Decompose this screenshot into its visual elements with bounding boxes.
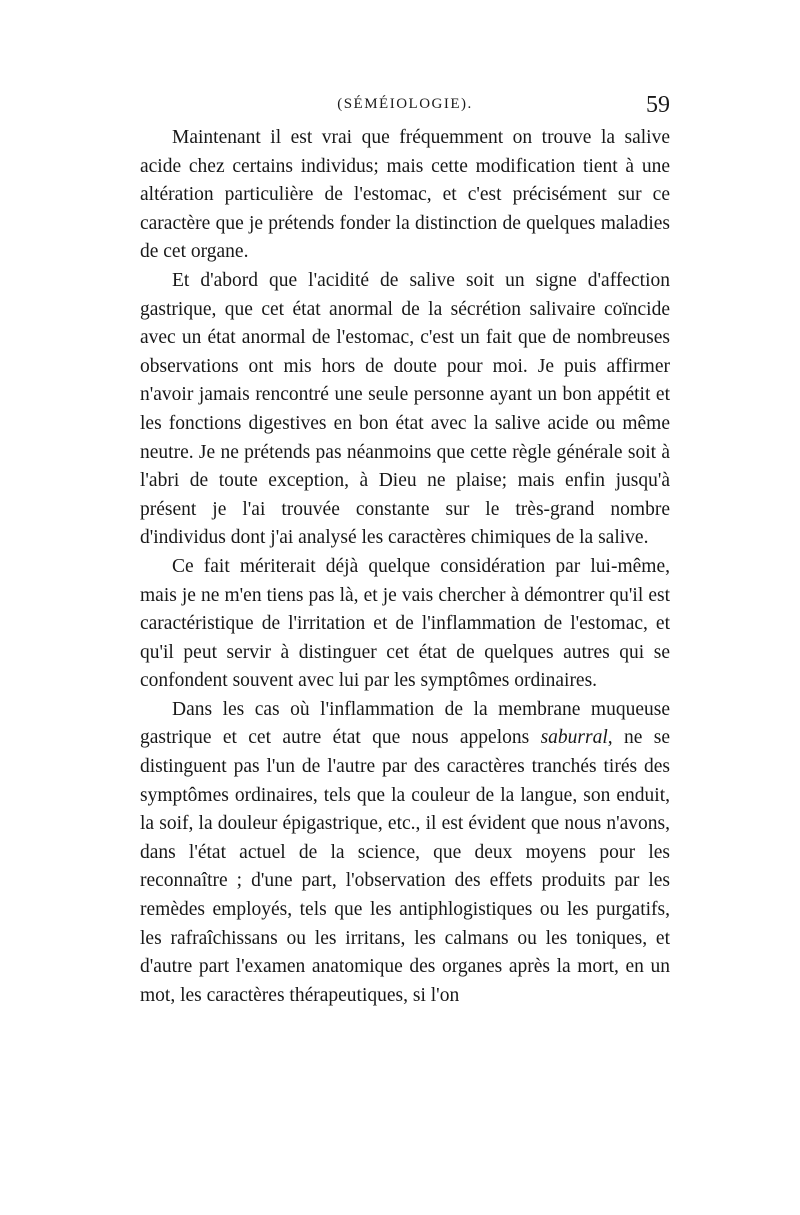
paragraph-3: Ce fait mériterait déjà quelque considération par lui-même, mais je ne m'en tiens pas là, et je vais chercher à démontrer qu'il est caractéristique de l'irritation et de l'inflammation de l'estomac, et qu'il peut servir à distinguer cet état de quelques autres qui se confondent souvent avec lui par les symptômes ordinaires. bbox=[140, 555, 670, 692]
running-head: (SÉMÉIOLOGIE). bbox=[337, 96, 473, 112]
body-text bbox=[140, 124, 670, 1010]
paragraph-1: Maintenant il est vrai que fréquemment on trouve la salive acide chez certains individus; mais cette modification tient à une altération particulière de l'estomac, et c'est précisément sur ce caractère que je prétends fonder la distinction de quelques maladies de cet organe. bbox=[140, 127, 670, 263]
page-header bbox=[140, 92, 670, 126]
emphasis-saburral: saburral bbox=[540, 727, 608, 749]
page-number: 59 bbox=[646, 92, 670, 118]
paragraph-4-start: Dans les cas où l'inflammation de la membrane muqueuse gastrique et cet autre état que nous appelons bbox=[140, 698, 670, 749]
paragraph-4 bbox=[140, 696, 670, 1011]
paragraph-2: Et d'abord que l'acidité de salive soit un signe d'affection gastrique, que cet état anormal de la sécrétion salivaire coïncide avec un état anormal de l'estomac, c'est un fait que de nombreuses observations ont mis hors de doute pour moi. Je puis affirmer n'avoir jamais rencontré une seule personne ayant un bon appétit et les fonctions digestives en bon état avec la salive acide ou même neutre. Je ne prétends pas néanmoins que cette règle générale soit à l'abri de toute exception, à Dieu ne plaise; mais enfin jusqu'à présent je l'ai trouvée constante sur le très-grand nombre d'individus dont j'ai analysé les caractères chimiques de la salive. bbox=[140, 269, 670, 549]
paragraph-4-end: , ne se distinguent pas l'un de l'autre par des caractères tranchés tirés des symptômes ordinaires, tels que la couleur de la langue, son enduit, la soif, la douleur épigastrique, etc., il est évident que nous n'avons, dans l'état actuel de la science, que deux moyens pour les reconnaître ; d'une part, l'observation des effets produits par les remèdes employés, tels que les antiphlogistiques ou les purgatifs, les rafraîchissans ou les irritans, les calmans ou les toniques, et d'autre part l'examen anatomique des organes après la mort, en un mot, les caractères thérapeutiques, si l'on bbox=[140, 727, 670, 1006]
